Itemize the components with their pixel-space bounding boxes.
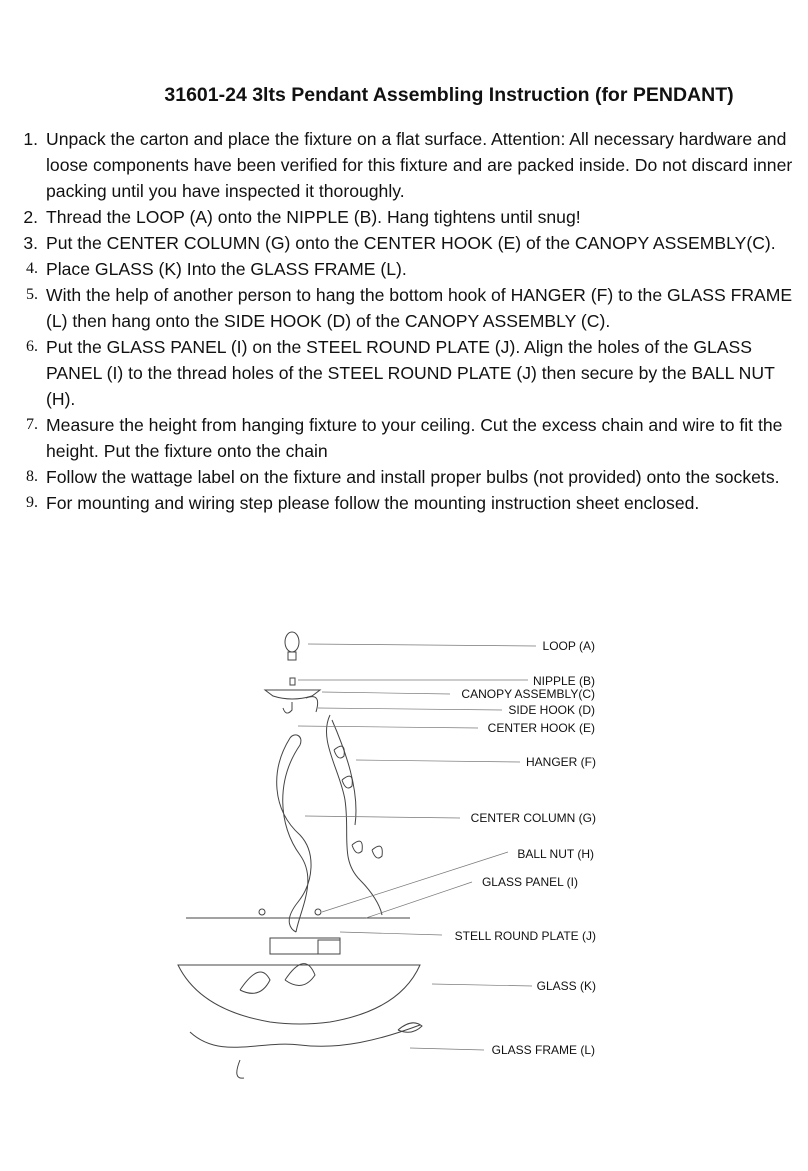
step-number: 6. (26, 338, 38, 355)
label-glass-panel: GLASS PANEL (I) (481, 875, 578, 889)
label-canopy: CANOPY ASSEMBLY(C) (461, 687, 595, 701)
step-item (0, 204, 800, 230)
leaf-icon (372, 846, 382, 858)
label-loop: LOOP (A) (542, 639, 595, 653)
step-number: 4. (26, 260, 38, 277)
step-number: 5. (26, 286, 38, 303)
label-hanger: HANGER (F) (526, 755, 596, 769)
label-plate: STELL ROUND PLATE (J) (454, 929, 596, 943)
ball-nut-part (259, 909, 265, 915)
step-item (0, 490, 800, 516)
step-number: 9. (26, 494, 38, 511)
instruction-steps (0, 126, 800, 516)
socket-part (318, 940, 340, 954)
step-text: Place GLASS (K) Into the GLASS FRAME (L). (46, 259, 407, 279)
center-hook-part (283, 702, 292, 713)
leaf-icon (398, 1023, 422, 1032)
step-number: 1. (23, 129, 38, 149)
fixture-diagram (0, 620, 808, 1080)
step-item (0, 256, 800, 282)
glass-part (178, 965, 420, 1024)
label-glass: GLASS (K) (536, 979, 596, 993)
step-text: Put the GLASS PANEL (I) on the STEEL ROUND PLATE (J). Align the holes of the GLASS PANEL (I) to the thread holes of the STEEL ROUND PLATE (J) then secure by the BALL NUT (H). (46, 337, 775, 409)
step-text: Thread the LOOP (A) onto the NIPPLE (B). Hang tightens until snug! (46, 207, 581, 227)
step-number: 3. (23, 233, 38, 253)
step-number: 8. (26, 468, 38, 485)
loop-part (285, 632, 299, 660)
step-item (0, 464, 800, 490)
label-nipple: NIPPLE (B) (532, 674, 595, 688)
label-center-hook: CENTER HOOK (E) (487, 721, 595, 735)
step-item (0, 230, 800, 256)
hanger-part (326, 715, 382, 915)
leaf-icon (285, 964, 315, 986)
step-text: For mounting and wiring step please follow the mounting instruction sheet enclosed. (46, 493, 700, 513)
page-title: 31601-24 3lts Pendant Assembling Instruction (for PENDANT) (164, 84, 734, 106)
ball-nut-part (315, 909, 321, 915)
label-glass-frame: GLASS FRAME (L) (491, 1043, 595, 1057)
step-item (0, 412, 800, 464)
leaf-icon (240, 972, 270, 993)
nipple-part (290, 678, 295, 685)
label-side-hook: SIDE HOOK (D) (508, 703, 595, 717)
step-text: With the help of another person to hang the bottom hook of HANGER (F) to the GLASS FRAME (L) then hang onto the SIDE HOOK (D) of the CANOPY ASSEMBLY (C). (46, 285, 793, 331)
canopy-part (265, 690, 320, 699)
label-ball-nut: BALL NUT (H) (517, 847, 594, 861)
step-item (0, 126, 800, 204)
step-text: Follow the wattage label on the fixture and install proper bulbs (not provided) onto the sockets. (46, 467, 780, 487)
step-text: Unpack the carton and place the fixture on a flat surface. Attention: All necessary hardware and loose components have been verified for this fixture and are packed inside. Do not discard inner packing until you have inspected it thoroughly. (46, 129, 793, 201)
glass-frame-part (190, 1025, 420, 1078)
side-hook-part (306, 697, 318, 712)
step-text: Measure the height from hanging fixture to your ceiling. Cut the excess chain and wire to fit the height. Put the fixture onto the chain (46, 415, 783, 461)
step-text: Put the CENTER COLUMN (G) onto the CENTER HOOK (E) of the CANOPY ASSEMBLY(C). (46, 233, 776, 253)
leaf-icon (342, 776, 352, 788)
step-number: 2. (23, 207, 38, 227)
leaf-icon (352, 841, 362, 853)
step-number: 7. (26, 416, 38, 433)
step-item (0, 334, 800, 412)
step-item (0, 282, 800, 334)
label-center-column: CENTER COLUMN (G) (470, 811, 596, 825)
center-column-part (277, 735, 311, 932)
